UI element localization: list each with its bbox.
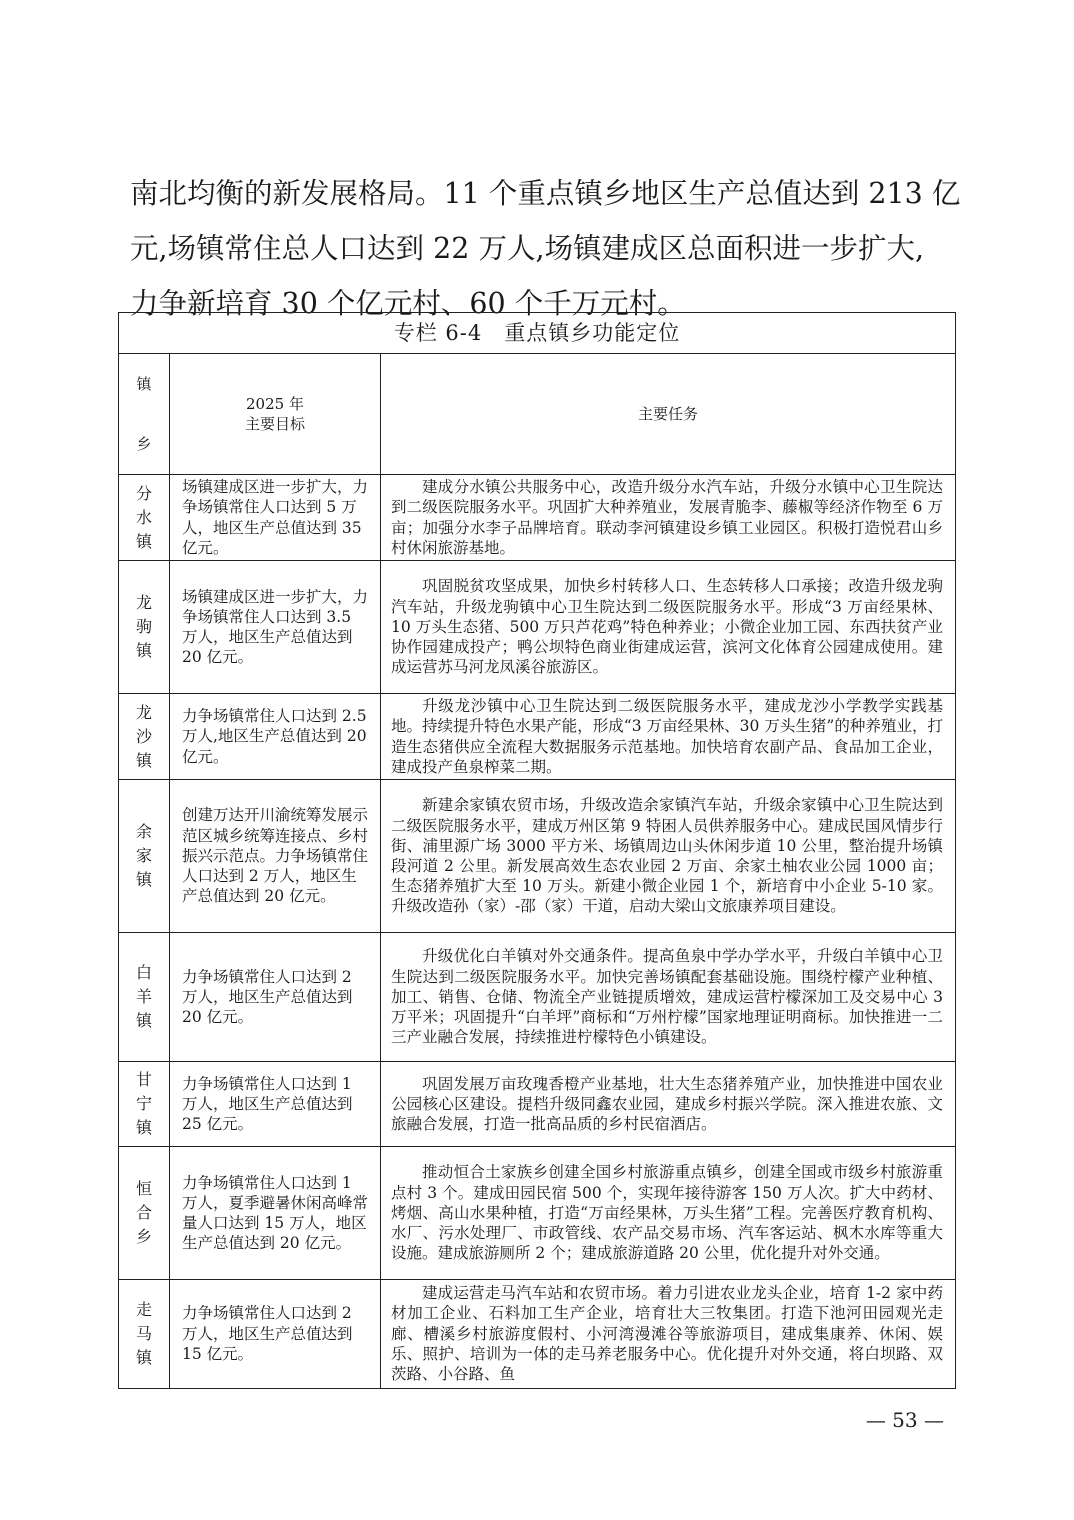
task-text: 建成运营走马汽车站和农贸市场。着力引进农业龙头企业，培育 1-2 家中药材加工企业、石料加工生产企业，培育壮大三牧集团。打造下池河田园观光走廊、槽溪乡村旅游度假村、小河湾漫滩谷等旅游项目，建成集康养、休闲、娱乐、照护、培训为一体的走马养老服务中心。优化提升对外交通，将白坝路、双茨路、小谷路、鱼	[391, 1284, 943, 1384]
town-name: 龙沙镇	[136, 702, 153, 770]
goal-text: 创建万达开川渝统筹发展示范区城乡统筹连接点、乡村振兴示范点。力争场镇常住人口达到 2 万人，地区生产总值达到 20 亿元。	[182, 806, 369, 906]
goal-text: 力争场镇常住人口达到 2 万人，地区生产总值达到 20 亿元。	[182, 967, 353, 1027]
page-number: — 53 —	[865, 1408, 944, 1432]
task-text: 建成分水镇公共服务中心，改造升级分水汽车站，升级分水镇中心卫生院达到二级医院服务水平。巩固扩大种养殖业，发展青脆李、藤椒等经济作物至 6 万亩；加强分水李子品牌培育。联动李河镇建设乡镇工业园区。积极打造悦君山乡村休闲旅游基地。	[391, 478, 943, 557]
town-cell	[119, 694, 170, 780]
task-text: 升级优化白羊镇对外交通条件。提高鱼泉中学办学水平，升级白羊镇中心卫生院达到二级医院服务水平。加快完善场镇配套基础设施。围绕柠檬产业种植、加工、销售、仓储、物流全产业链提质增效，建成运营柠檬深加工及交易中心 3 万平米；巩固提升“白羊坪”商标和“万州柠檬”国家地理证明商标。加快推进一二三产业融合发展，持续推进柠檬特色小镇建设。	[391, 947, 943, 1047]
task-text: 巩固发展万亩玫瑰香橙产业基地，壮大生态猪养殖产业，加快推进中国农业公园核心区建设。提档升级同鑫农业园，建成乡村振兴学院。深入推进农旅、文旅融合发展，打造一批高品质的乡村民宿酒店。	[391, 1074, 943, 1134]
task-cell	[381, 561, 956, 694]
task-text: 升级龙沙镇中心卫生院达到二级医院服务水平，建成龙沙小学教学实践基地。持续提升特色水果产能，形成“3 万亩经果林、30 万头生猪”的种养殖业，打造生态猪供应全流程大数据服务示范基地。加快培育农副产品、食品加工企业，建成投产鱼泉榨菜二期。	[391, 697, 943, 776]
task-cell	[381, 780, 956, 933]
town-name: 甘宁镇	[136, 1070, 153, 1137]
header-goal-label: 主要目标	[244, 415, 305, 433]
goal-text: 场镇建成区进一步扩大，力争场镇常住人口达到 3.5 万人，地区生产总值达到 20 亿元。	[182, 587, 369, 667]
task-cell	[381, 1062, 956, 1147]
intro-line: 南北均衡的新发展格局。11 个重点镇乡地区生产总值达到 213 亿	[130, 177, 961, 210]
table-row	[119, 561, 955, 694]
task-cell	[381, 1280, 956, 1388]
task-text: 新建余家镇农贸市场，升级改造余家镇汽车站，升级余家镇中心卫生院达到二级医院服务水平，建成万州区第 9 特困人员供养服务中心。建成民国风情步行街、浦里源广场 3000 平方米、场镇周边山头休闲步道 10 公里，整治提升场镇段河道 2 公里。新发展高效生态农业园 2 万亩、余家土柚农业公园 1000 亩；生态猪养殖扩大至 10 万头。新建小微企业园 1 个，新培育中小企业 5-10 家。升级改造孙（家）-邵（家）干道，启动大梁山文旅康养项目建设。	[391, 796, 943, 916]
goal-cell	[170, 780, 381, 933]
header-town-char-2: 乡	[136, 435, 152, 453]
table-header-row	[119, 354, 955, 475]
intro-paragraph	[130, 166, 961, 331]
goal-text: 力争场镇常住人口达到 2.5 万人,地区生产总值达到 20 亿元。	[182, 707, 367, 766]
table-row	[119, 1280, 955, 1388]
town-name: 余家镇	[136, 822, 153, 889]
intro-line: 力争新培育 30 个亿元村、60 个千万元村。	[130, 287, 686, 320]
goal-cell	[170, 561, 381, 694]
goal-text: 力争场镇常住人口达到 1 万人，夏季避暑休闲高峰常量人口达到 15 万人，地区生产总值达到 20 亿元。	[182, 1173, 369, 1253]
header-town-char-1: 镇	[136, 375, 152, 393]
header-goal	[170, 354, 381, 475]
town-cell	[119, 1147, 170, 1280]
town-name: 龙驹镇	[136, 593, 153, 660]
town-cell	[119, 933, 170, 1062]
town-cell	[119, 1280, 170, 1388]
table-row	[119, 780, 955, 933]
goal-cell	[170, 1280, 381, 1388]
town-cell	[119, 561, 170, 694]
box-title: 专栏 6-4 重点镇乡功能定位	[119, 313, 955, 354]
town-cell	[119, 475, 170, 561]
intro-line: 元,场镇常住总人口达到 22 万人,场镇建成区总面积进一步扩大,	[130, 232, 925, 265]
task-cell	[381, 1147, 956, 1280]
goal-cell	[170, 933, 381, 1062]
table-row	[119, 933, 955, 1062]
goal-text: 力争场镇常住人口达到 1 万人，地区生产总值达到 25 亿元。	[182, 1074, 353, 1134]
header-goal-year: 2025 年	[246, 395, 304, 413]
town-name: 走马镇	[136, 1299, 153, 1367]
goal-cell	[170, 1062, 381, 1147]
table-row	[119, 1062, 955, 1147]
header-town	[119, 354, 170, 475]
goal-cell	[170, 475, 381, 561]
header-task: 主要任务	[381, 354, 956, 475]
town-name: 恒合乡	[136, 1179, 153, 1246]
goal-cell	[170, 1147, 381, 1280]
town-name: 分水镇	[136, 483, 153, 551]
goal-text: 力争场镇常住人口达到 2 万人，地区生产总值达到 15 亿元。	[182, 1304, 353, 1363]
table-row	[119, 1147, 955, 1280]
town-name: 白羊镇	[136, 963, 153, 1030]
function-table	[119, 354, 955, 1388]
task-cell	[381, 475, 956, 561]
task-cell	[381, 933, 956, 1062]
town-cell	[119, 780, 170, 933]
feature-box	[118, 312, 956, 1389]
task-text: 推动恒合土家族乡创建全国乡村旅游重点镇乡，创建全国或市级乡村旅游重点村 3 个。建成田园民宿 500 个，实现年接待游客 150 万人次。扩大中药材、烤烟、高山水果种植，打造“万亩经果林，万头生猪”工程。完善医疗教育机构、水厂、污水处理厂、市政管线、农产品交易市场、汽车客运站、枫木水库等重大设施。建成旅游厕所 2 个；建成旅游道路 20 公里，优化提升对外交通。	[391, 1163, 943, 1263]
table-row	[119, 694, 955, 780]
goal-text: 场镇建成区进一步扩大，力争场镇常住人口达到 5 万人，地区生产总值达到 35 亿元。	[182, 478, 369, 557]
goal-cell	[170, 694, 381, 780]
table-row	[119, 475, 955, 561]
task-cell	[381, 694, 956, 780]
task-text: 巩固脱贫攻坚成果，加快乡村转移人口、生态转移人口承接；改造升级龙驹汽车站，升级龙驹镇中心卫生院达到二级医院服务水平。形成“3 万亩经果林、10 万头生态猪、500 万只芦花鸡”特色种养业；小微企业加工园、东西扶贫产业协作园建成投产；鸭公坝特色商业街建成运营，滨河文化体育公园建成使用。建成运营苏马河龙凤溪谷旅游区。	[391, 577, 943, 677]
town-cell	[119, 1062, 170, 1147]
